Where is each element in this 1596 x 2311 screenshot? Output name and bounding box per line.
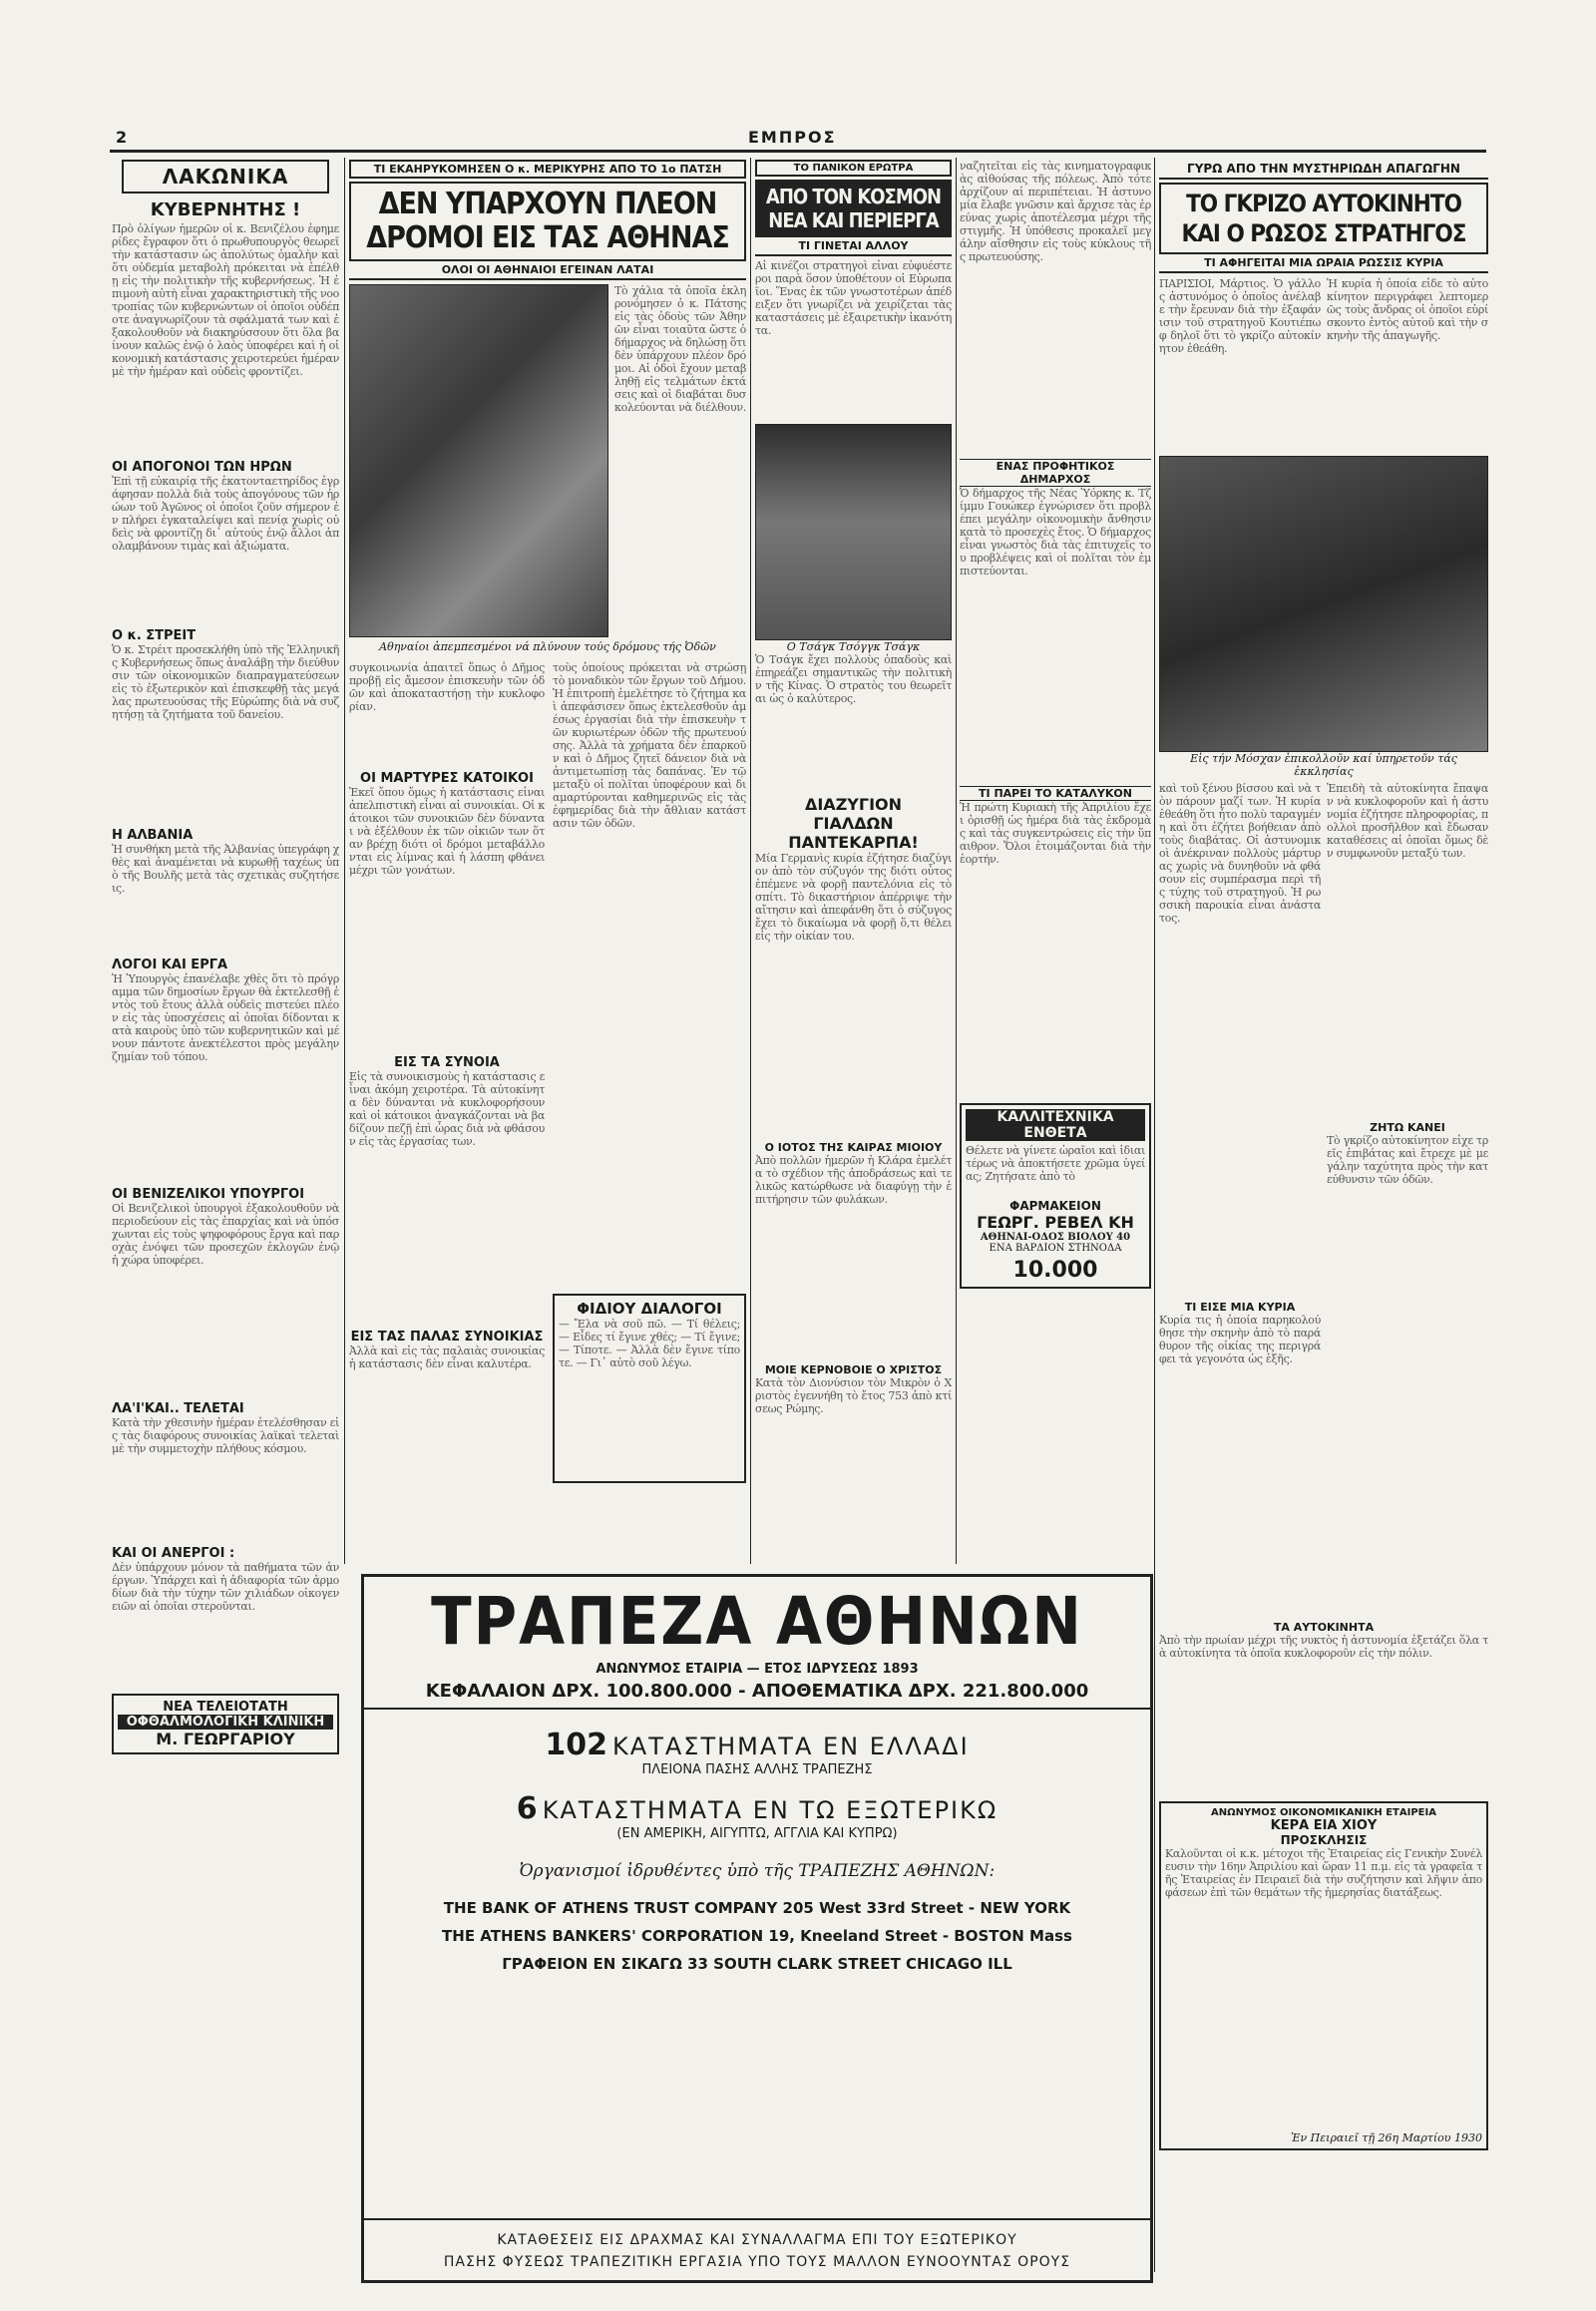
- ad-name: Μ. ΓΕΩΡΓΑΡΙΟΥ: [156, 1730, 295, 1748]
- ad-title: ΟΦΘΑΛΜΟΛΟΓΙΚΗ ΚΛΙΝΙΚΗ: [118, 1715, 333, 1730]
- amount: 10.000: [1012, 1258, 1098, 1283]
- pharmacy-address: ΑΘΗΝΑΙ-ΟΔΟΣ ΒΙΟΛΟΥ 40: [980, 1232, 1131, 1243]
- article-headline: ΜΟΙΕ ΚΕΡΝΟΒΟΙΕ Ο ΧΡΙΣΤΟΣ: [764, 1363, 943, 1376]
- column-world-news: ΤΟ ΠΑΝΙΚΟΝ ΕΡΩΤΡΑ ΑΠΟ ΤΟΝ ΚΟΣΜΟΝ ΝΕΑ ΚΑΙ ΠΕΡΙΕΡΓΑ ΤΙ ΓΙΝΕΤΑΙ ΑΛΛΟΥ Αἱ κινέζοι στρατηγοὶ εἶναι εὐφυέστεροι παρὰ ὅσον ὑποθέτουν οἱ Εὐρωπαῖοι. Ἕνας ἐκ τῶν γνωστοτέρων ἀπέδειξεν ὅτι γνωρίζει νὰ χειρίζεται τὰς καταστάσεις μὲ ἐξαιρετικὴν ἱκανότητα. Ο Τσάγκ Τσόγγκ Τσάγκ Ὁ Τσάγκ ἔχει πολλοὺς ὀπαδοὺς καὶ ἐπηρεάζει σημαντικῶς τὴν πολιτικὴν τῆς Κίνας. Ὁ στρατὸς του θεωρεῖται ὡς ὁ καλύτερος. ΔΙΑΖΥΓΙΟΝ ΓΙΑΛΔΩΝ ΠΑΝΤΕΚΑΡΠΑ! Μία Γερμανὶς κυρία ἐζήτησε διαζύγιον ἀπὸ τὸν σύζυγόν της διότι οὗτος ἐπέμενε νὰ φορῇ παντελόνια εἰς τὸ σπίτι. Τὸ δικαστήριον ἀπέρριψε τὴν αἴτησιν καὶ ἀπεφάνθη ὅτι ὁ σύζυγος ἔχει τὸ δικαίωμα νὰ φορῇ ὅ,τι θέλει εἰς τὴν οἰκίαν του. Ο ΙΟΤΟΣ ΤΗΣ ΚΑΙΡΑΣ ΜΙΟΙΟΥ Ἀπὸ πολλῶν ἡμερῶν ἡ Κλάρα ἐμελέτα τὸ σχέδιον τῆς ἀποδράσεως καὶ τελικῶς κατώρθωσε νὰ διαφύγῃ τὴν ἐπιτήρησιν τῶν φυλάκων. ΜΟΙΕ ΚΕΡΝΟΒΟΙΕ Ο ΧΡΙΣΤΟΣ Κατὰ τὸν Διονύσιον τὸν Μικρὸν ὁ Χριστὸς ἐγεννήθη τὸ ἔτος 753 ἀπὸ κτίσεως Ρώμης.: [755, 160, 952, 1566]
- article-title: ΤΟ ΓΚΡΙΖΟ ΑΥΤΟΚΙΝΗΤΟ: [1186, 190, 1461, 217]
- article-kicker: ΤΙ ΕΚΑΗΡΥΚΟΜΗΣΕΝ Ο κ. ΜΕΡΙΚΥΡΗΣ ΑΠΟ ΤΟ 1ο ΠΑΤΣΗ: [349, 160, 746, 179]
- article-headline: ΟΙ ΑΠΟΓΟΝΟΙ ΤΩΝ ΗΡΩΝ: [112, 460, 292, 475]
- article-headline: ΤΙ ΕΙΣΕ ΜΙΑ ΚΥΡΙΑ: [1184, 1301, 1296, 1314]
- greece-note: ΠΛΕΙΟΝΑ ΠΑΣΗΣ ΑΛΛΗΣ ΤΡΑΠΕΖΗΣ: [641, 1762, 873, 1777]
- article-headline: ΟΙ ΜΑΡΤΥΡΕΣ ΚΑΤΟΙΚΟΙ: [360, 771, 534, 786]
- column-divider: [956, 158, 957, 1564]
- company-call: ΠΡΟΣΚΛΗΣΙΣ: [1280, 1833, 1368, 1847]
- column-lakonika: ΛΑΚΩΝΙΚΑ ΚΥΒΕΡΝΗΤΗΣ ! Πρὸ ὁλίγων ἡμερῶν οἱ κ. Βενιζέλου ἐφημερίδες ἔγραφον ὅτι ὁ πρωθυπουργὸς θεωρεῖ τὴν κατάστασιν ὡς ἀπολύτως ὁμαλὴν καὶ ὅτι οὐδεμία μεταβολὴ πρόκειται νὰ ἐπέλθῃ εἰς τὴν πολιτικὴν τῆς κυβερνήσεως. Ἡ ἐπιμονὴ αὐτὴ εἶναι χαρακτηριστικὴ τῆς νοοτροπίας τῶν κυβερνώντων οἱ ὁποῖοι οὐδέποτε ἀναγνωρίζουν τὰ σφάλματά των καὶ ἐξακολουθοῦν νὰ διακηρύσσουν ὅτι ὅλα βαίνουν καλῶς ἐνῷ ὁ λαὸς ὑποφέρει καὶ ἡ οἰκονομικὴ κατάστασις χειροτερεύει ἡμέραν μὲ τὴν ἡμέραν καὶ οὐδεὶς φροντίζει. ΟΙ ΑΠΟΓΟΝΟΙ ΤΩΝ ΗΡΩΝ Ἐπὶ τῇ εὐκαιρίᾳ τῆς ἑκατονταετηρίδος ἐγράφησαν πολλὰ διὰ τοὺς ἀπογόνους τῶν ἡρώων τοῦ Ἀγῶνος οἱ ὁποῖοι ζοῦν σήμερον ἐν πλήρει ἐγκαταλείψει καὶ πενίᾳ χωρὶς οὐδεὶς νὰ φροντίζῃ δι᾽ αὐτούς ἐνῷ ἄλλοι ἀπολαμβάνουν τιμὰς καὶ ἀξιώματα. Ο κ. ΣΤΡΕΙΤ Ὁ κ. Στρέιτ προσεκλήθη ὑπὸ τῆς Ἑλληνικῆς Κυβερνήσεως ὅπως ἀναλάβῃ τὴν διεύθυνσιν τῶν οἰκονομικῶν διαπραγματεύσεων εἰς τὸ ἐξωτερικὸν καὶ ἐπισκεφθῇ τὰς μεγάλας πρωτευούσας τῆς Εὐρώπης διὰ νὰ συζητήσῃ τὰ ζητήματα τοῦ δανείου. Η ΑΛΒΑΝΙΑ Ἡ συνθήκη μετὰ τῆς Ἀλβανίας ὑπεγράφη χθὲς καὶ ἀναμένεται νὰ κυρωθῇ ταχέως ὑπὸ τῆς Βουλῆς μετὰ τὰς σχετικὰς συζητήσεις. ΛΟΓΟΙ ΚΑΙ ΕΡΓΑ Ἡ Ὑπουργὸς ἐπανέλαβε χθὲς ὅτι τὸ πρόγραμμα τῶν δημοσίων ἔργων θὰ ἐκτελεσθῇ ἐντὸς τοῦ ἔτους ἀλλὰ οὐδεὶς πιστεύει πλέον εἰς τὰς ὑποσχέσεις αἱ ὁποῖαι δίδονται κατὰ καιροὺς ὑπὸ τῶν κυβερνητικῶν καὶ μένουν πάντοτε ἀνεκτέλεστοι πρὸς μεγάλην ζημίαν τοῦ τόπου. ΟΙ ΒΕΝΙΖΕΛΙΚΟΙ ΥΠΟΥΡΓΟΙ Οἱ Βενιζελικοὶ ὑπουργοὶ ἐξακολουθοῦν νὰ περιοδεύουν εἰς τὰς ἐπαρχίας καὶ νὰ ὑπόσχωνται εἰς τοὺς ψηφοφόρους ἔργα καὶ παροχὰς ἐνόψει τῶν προσεχῶν ἐκλογῶν ἐνῷ ἡ χώρα ὑποφέρει. ΛΑ'Ι'ΚΑΙ.. ΤΕΛΕΤΑΙ Κατὰ τὴν χθεσινὴν ἡμέραν ἐτελέσθησαν εἰς τὰς διαφόρους συνοικίας λαϊκαὶ τελεταὶ μὲ τὴν συμμετοχὴν πλήθους κόσμου. ΚΑΙ ΟΙ ΑΝΕΡΓΟΙ : Δὲν ὑπάρχουν μόνον τὰ παθήματα τῶν ἀνέργων. Ὑπάρχει καὶ ἡ ἀδιαφορία τῶν ἀρμοδίων διὰ τὴν τύχην τῶν χιλιάδων οἰκογενειῶν αἱ ὁποῖαι στεροῦνται. ΝΕΑ ΤΕΛΕΙΟΤΑΤΗ ΟΦΘΑΛΜΟΛΟΓΙΚΗ ΚΛΙΝΙΚΗ Μ. ΓΕΩΡΓΑΡΙΟΥ: [112, 160, 339, 2274]
- article-title: ΝΕΑ ΚΑΙ ΠΕΡΙΕΡΓΑ: [768, 208, 939, 232]
- article-headline: ΚΑΙ ΟΙ ΑΝΕΡΓΟΙ :: [112, 1546, 235, 1561]
- section-title: ΛΑΚΩΝΙΚΑ: [122, 160, 329, 193]
- article-headline: ΖΗΤΩ ΚΑΝΕΙ: [1370, 1121, 1445, 1134]
- bank-organized: Ὀργανισμοί ἰδρυθέντες ὑπὸ τῆς ΤΡΑΠΕΖΗΣ ΑΘΗΝΩΝ:: [519, 1861, 996, 1881]
- article-title: ΑΠΟ ΤΟΝ ΚΟΣΜΟΝ: [765, 185, 942, 208]
- column-mayor: ναζητεῖται εἰς τὰς κινηματογραφικὰς αἰθούσας τῆς πόλεως. Ἀπὸ τότε ἀρχίζουν αἱ περιπέτειαι. Ἡ ἀστυνομία ἔλαβε γνῶσιν καὶ ἄρχισε τὰς ἐρεύνας χωρὶς ἀποτέλεσμα μέχρι τῆς στιγμῆς. Ἡ ὑπόθεσις προκαλεῖ μεγάλην αἴσθησιν εἰς τοὺς κύκλους τῆς πρωτευούσης. ΕΝΑΣ ΠΡΟΦΗΤΙΚΟΣ ΔΗΜΑΡΧΟΣ Ὁ δήμαρχος τῆς Νέας Ὑόρκης κ. Τζίμμυ Γουώκερ ἐγνώρισεν ὅτι προβλέπει μεγάλην οἰκονομικὴν ἄνθησιν κατὰ τὸ προσεχὲς ἔτος. Ὁ δήμαρχος εἶναι γνωστὸς διὰ τὰς ἐπιτυχεῖς του προβλέψεις καὶ οἱ πολῖται τὸν ἐμπιστεύονται. ΤΙ ΠΑΡΕΙ ΤΟ ΚΑΤΑΛΥΚΟΝ Ἡ πρώτη Κυριακὴ τῆς Ἀπριλίου ἔχει ὁρισθῇ ὡς ἡμέρα διὰ τὰς ἐκδρομὰς καὶ τὰς συγκεντρώσεις εἰς τὴν ὕπαιθρον. Ὅλοι ἑτοιμάζονται διὰ τὴν ἑορτήν. ΚΑΛΛΙΤΕΧΝΙΚΑ ΕΝΘΕΤΑ Θέλετε νὰ γίνετε ὡραῖοι καὶ ἰδιαιτέρως νὰ ἀποκτήσετε χρῶμα ὑγείας; Ζητήσατε ἀπὸ τὸ ΦΑΡΜΑΚΕΙΟΝ ΓΕΩΡΓ. ΡΕΒΕΛ ΚΗ ΑΘΗΝΑΙ-ΟΔΟΣ ΒΙΟΛΟΥ 40 ΕΝΑ ΒΑΡΔΙΟΝ ΣΤΗΝΟΔΑ 10.000: [960, 160, 1151, 1566]
- article-headline: Ο ΙΟΤΟΣ ΤΗΣ ΚΑΙΡΑΣ ΜΙΟΙΟΥ: [764, 1141, 943, 1154]
- article-headline: Η ΑΛΒΑΝΙΑ: [112, 828, 194, 843]
- article-deck: ΤΙ ΓΙΝΕΤΑΙ ΑΛΛΟΥ: [755, 237, 952, 256]
- article-headline: Ο κ. ΣΤΡΕΙΤ: [112, 628, 197, 643]
- article-deck: ΤΙ ΑΦΗΓΕΙΤΑΙ ΜΙΑ ΩΡΑΙΑ ΡΩΣΣΙΣ ΚΥΡΙΑ: [1159, 254, 1488, 273]
- article-headline: ΚΥΒΕΡΝΗΤΗΣ !: [150, 199, 301, 220]
- article-kicker: ΓΥΡΩ ΑΠΟ ΤΗΝ ΜΥΣΤΗΡΙΩΔΗ ΑΠΑΓΩΓΗΝ: [1159, 160, 1488, 180]
- greece-branches: ΚΑΤΑΣΤΗΜΑΤΑ ΕΝ ΕΛΛΑΔΙ: [612, 1733, 970, 1760]
- pharmacy-name: ΓΕΩΡΓ. ΡΕΒΕΛ ΚΗ: [977, 1213, 1134, 1232]
- headline-box: [349, 182, 746, 261]
- abroad-note: (ΕΝ ΑΜΕΡΙΚΗ, ΑΙΓΥΠΤΩ, ΑΓΓΛΙΑ ΚΑΙ ΚΥΠΡΩ): [616, 1826, 898, 1841]
- ad-title: ΝΕΑ ΤΕΛΕΙΟΤΑΤΗ: [163, 1700, 288, 1715]
- photo-caption: Αθηναίοι ἀπεμπεσμένοι νά πλύνουν τούς δρόμους τής Ὀδῶν: [379, 640, 716, 653]
- bank-line-boston: THE ATHENS BANKERS' CORPORATION 19, Kneeland Street - BOSTON Mass: [442, 1927, 1072, 1945]
- abroad-branches: ΚΑΤΑΣΤΗΜΑΤΑ ΕΝ ΤΩ ΕΞΩΤΕΡΙΚΩ: [542, 1796, 998, 1824]
- bank-line-chicago: ΓΡΑΦΕΙΟΝ ΕΝ ΣΙΚΑΓΩ 33 SOUTH CLARK STREET CHICAGO ILL: [502, 1955, 1012, 1973]
- abroad-branch-count: 6: [516, 1791, 538, 1826]
- box-title: ΦΙΔΙΟΥ ΔΙΑΛΟΓΟΙ: [577, 1300, 722, 1318]
- page-header: [110, 128, 1486, 150]
- article-headline: ΕΙΣ ΤΑ ΣΥΝΟΙΑ: [394, 1055, 500, 1070]
- column-divider: [750, 158, 751, 1564]
- article-headline: ΓΙΑΛΔΩΝ ΠΑΝΤΕΚΑΡΠΑ!: [788, 814, 919, 852]
- headline-box: [1159, 183, 1488, 254]
- article-headline: ΤΑ ΑΥΤΟΚΙΝΗΤΑ: [1273, 1621, 1375, 1634]
- portrait-photo: [755, 424, 952, 640]
- article-headline: ΛΟΓΟΙ ΚΑΙ ΕΡΓΑ: [112, 958, 228, 972]
- moscow-photo: [1159, 456, 1488, 752]
- article-headline: ΕΝΑΣ ΠΡΟΦΗΤΙΚΟΣ ΔΗΜΑΡΧΟΣ: [960, 459, 1151, 487]
- column-athens-roads: ΤΙ ΕΚΑΗΡΥΚΟΜΗΣΕΝ Ο κ. ΜΕΡΙΚΥΡΗΣ ΑΠΟ ΤΟ 1ο ΠΑΤΣΗ ΔΕΝ ΥΠΑΡΧΟΥΝ ΠΛΕΟΝ ΔΡΟΜΟΙ ΕΙΣ ΤΑΣ ΑΘΗΝΑΣ ΟΛΟΙ ΟΙ ΑΘΗΝΑΙΟΙ ΕΓΕΙΝΑΝ ΛΑΤΑΙ Τὸ χάλια τὰ ὁποῖα ἐκληρονόμησεν ὁ κ. Πάτσης εἰς τὰς ὁδοὺς τῶν Ἀθηνῶν εἶναι τοιαῦτα ὥστε ὁ δήμαρχος νὰ δηλώσῃ ὅτι δὲν ὑπάρχουν πλέον δρόμοι. Αἱ ὁδοὶ ἔχουν μεταβληθῇ εἰς τελμάτων ἐκτάσεις καὶ οἱ διαβάται δυσκολεύονται νὰ διέλθουν. Αθηναίοι ἀπεμπεσμένοι νά πλύνουν τούς δρόμους τής Ὀδῶν συγκοινωνία ἀπαιτεῖ ὅπως ὁ Δῆμος προβῇ εἰς ἄμεσον ἐπισκευὴν τῶν ὁδῶν καὶ ἀποκαταστήσῃ τὴν κυκλοφορίαν. ΟΙ ΜΑΡΤΥΡΕΣ ΚΑΤΟΙΚΟΙ Ἐκεῖ ὅπου ὅμως ἡ κατάστασις εἶναι ἀπελπιστικὴ εἶναι αἱ συνοικίαι. Οἱ κάτοικοι τῶν συνοικιῶν δὲν δύνανται νὰ ἐξέλθουν ἐκ τῶν οἰκιῶν των ὅταν βρέχῃ διότι οἱ δρόμοι μεταβάλλονται εἰς λίμνας καὶ ἡ λάσπη φθάνει μέχρι τῶν γονάτων. ΕΙΣ ΤΑ ΣΥΝΟΙΑ Εἰς τὰ συνοικισμοὺς ἡ κατάστασις εἶναι ἀκόμη χειροτέρα. Τὰ αὐτοκίνητα δὲν δύνανται νὰ κυκλοφορήσουν καὶ οἱ κάτοικοι ἀναγκάζονται νὰ βαδίζουν πεζῇ ἐπὶ ὧρας διὰ νὰ φθάσουν εἰς τὰς ἐργασίας των. ΕΙΣ ΤΑΣ ΠΑΛΑΣ ΣΥΝΟΙΚΙΑΣ Ἀλλὰ καὶ εἰς τὰς παλαιὰς συνοικίας ἡ κατάστασις δὲν εἶναι καλυτέρα. τοὺς ὁποίους πρόκειται νὰ στρώσῃ τὸ μοναδικὸν τῶν ἔργων τοῦ Δήμου. Ἡ ἐπιτροπὴ ἐμελέτησε τὸ ζήτημα καὶ ἀπεφάσισεν ὅπως ἐκτελεσθοῦν ἀμέσως ἐργασίαι διὰ τὴν ἐπισκευὴν τῶν κυριωτέρων ὁδῶν τῆς πρωτευούσης. Ἀλλὰ τὰ χρήματα δὲν ἐπαρκοῦν καὶ ὁ Δῆμος ζητεῖ δάνειον διὰ νὰ ἀντιμετωπίσῃ τὰς δαπάνας. Ἐν τῷ μεταξὺ οἱ πολῖται ὑποφέρουν καὶ διαμαρτύρονται καθημερινῶς εἰς τὰς ἐφημερίδας διὰ τὴν ἄθλιαν κατάστασιν τῶν ὁδῶν. ΦΙΔΙΟΥ ΔΙΑΛΟΓΟΙ — Ἔλα νὰ σοῦ πῶ. — Τί θέλεις; — Εἶδες τί ἔγινε χθές; — Τί ἔγινε; — Τίποτε. — Ἀλλὰ δὲν ἔγινε τίποτε. — Γι᾽ αὐτὸ σοῦ λέγω.: [349, 160, 746, 1566]
- column-grey-car: ΓΥΡΩ ΑΠΟ ΤΗΝ ΜΥΣΤΗΡΙΩΔΗ ΑΠΑΓΩΓΗΝ ΤΟ ΓΚΡΙΖΟ ΑΥΤΟΚΙΝΗΤΟ ΚΑΙ Ο ΡΩΣΟΣ ΣΤΡΑΤΗΓΟΣ ΤΙ ΑΦΗΓΕΙΤΑΙ ΜΙΑ ΩΡΑΙΑ ΡΩΣΣΙΣ ΚΥΡΙΑ ΠΑΡΙΣΙΟΙ, Μάρτιος. Ὁ γάλλος ἀστυνόμος ὁ ὁποῖος ἀνέλαβε τὴν ἔρευναν διὰ τὴν ἐξαφάνισιν τοῦ στρατηγοῦ Κουτιέπωφ δηλοῖ ὅτι τὸ γκρίζο αὐτοκίνητον ἐθεάθη. Ἡ κυρία ἡ ὁποία εἶδε τὸ αὐτοκίνητον περιγράφει λεπτομερῶς τοὺς ἄνδρας οἱ ὁποῖοι εὑρίσκοντο ἐντὸς αὐτοῦ καὶ τὴν σκηνὴν τῆς ἀπαγωγῆς. Εἰς τήν Μόσχαν ἐπικολλοῦν καί ὑπηρετοῦν τάς ἐκκλησίας καὶ τοῦ ξένου βίσσου καὶ νὰ τὸν πάρουν μαζί των. Ἡ κυρία ἐθεάθη ὅτι ἦτο πολὺ ταραγμένη καὶ ὅτι ἐζήτει βοήθειαν ἀπὸ τοὺς διαβάτας. Οἱ ἀστυνομικοὶ ἀνέκριναν πολλοὺς μάρτυρας χωρὶς νὰ δυνηθοῦν νὰ φθάσουν εἰς συμπέρασμα περὶ τῆς τύχης τοῦ στρατηγοῦ. Ἡ ρωσσικὴ παροικία εἶναι ἀνάστατος. ΤΙ ΕΙΣΕ ΜΙΑ ΚΥΡΙΑ Κυρία τις ἡ ὁποία παρηκολούθησε τὴν σκηνὴν ἀπὸ τὸ παράθυρον τῆς οἰκίας της περιγράφει τὰ γεγονότα ὡς ἑξῆς. Ἐπειδὴ τὰ αὐτοκίνητα ἔπαψαν νὰ κυκλοφοροῦν καὶ ἡ ἀστυνομία ἐζήτησε πληροφορίας, πολλοὶ προσῆλθον καὶ ἔδωσαν καταθέσεις αἱ ὁποῖαι ὅμως δὲν συμφωνοῦν μεταξύ των. ΖΗΤΩ ΚΑΝΕΙ Τὸ γκρίζο αὐτοκίνητον εἶχε τρεῖς ἐπιβάτας καὶ ἔτρεχε μὲ μεγάλην ταχύτητα πρὸς τὴν κατεύθυνσιν τῶν ὁδῶν. ΤΑ ΑΥΤΟΚΙΝΗΤΑ Ἀπὸ τὴν πρωίαν μέχρι τῆς νυκτὸς ἡ ἀστυνομία ἐξετάζει ὅλα τὰ αὐτοκίνητα τὰ ὁποῖα κυκλοφοροῦν εἰς τὴν πόλιν. ΑΝΩΝΥΜΟΣ ΟΙΚΟΝΟΜΙΚΑΝΙΚΗ ΕΤΑΙΡΕΙΑ ΚΕΡΑ ΕΙΑ ΧΙΟΥ ΠΡΟΣΚΛΗΣΙΣ Καλοῦνται οἱ κ.κ. μέτοχοι τῆς Ἑταιρείας εἰς Γενικὴν Συνέλευσιν τὴν 16ην Ἀπριλίου καὶ ὥραν 11 π.μ. εἰς τὰ γραφεῖα τῆς Ἑταιρείας ἐν Πειραιεῖ διὰ τὴν συζήτησιν καὶ λῆψιν ἀποφάσεων ἐπὶ τῶν θεμάτων τῆς ἡμερησίας διατάξεως. Ἐν Πειραιεῖ τῇ 26η Μαρτίου 1930: [1159, 160, 1488, 2274]
- bank-title: ΤΡΑΠΕΖΑ ΑΘΗΝΩΝ: [431, 1583, 1083, 1660]
- article-kicker: ΤΟ ΠΑΝΙΚΟΝ ΕΡΩΤΡΑ: [755, 160, 952, 177]
- pharmacy-line: ΕΝΑ ΒΑΡΔΙΟΝ ΣΤΗΝΟΔΑ: [989, 1243, 1122, 1254]
- bank-subtitle: ΑΝΩΝΥΜΟΣ ΕΤΑΙΡΙΑ — ΕΤΟΣ ΙΔΡΥΣΕΩΣ 1893: [596, 1662, 919, 1677]
- ad-clinic: [112, 1694, 339, 1754]
- column-divider: [1154, 158, 1155, 2272]
- article-title: ΔΕΝ ΥΠΑΡΧΟΥΝ ΠΛΕΟΝ: [378, 187, 717, 221]
- masthead: ΕΜΠΡΟΣ: [748, 128, 837, 147]
- notice-company: ΑΝΩΝΥΜΟΣ ΟΙΚΟΝΟΜΙΚΑΝΙΚΗ ΕΤΑΙΡΕΙΑ ΚΕΡΑ ΕΙΑ ΧΙΟΥ ΠΡΟΣΚΛΗΣΙΣ Καλοῦνται οἱ κ.κ. μέτοχοι τῆς Ἑταιρείας εἰς Γενικὴν Συνέλευσιν τὴν 16ην Ἀπριλίου καὶ ὥραν 11 π.μ. εἰς τὰ γραφεῖα τῆς Ἑταιρείας ἐν Πειραιεῖ διὰ τὴν συζήτησιν καὶ λῆψιν ἀποφάσεων ἐπὶ τῶν θεμάτων τῆς ἡμερησίας διατάξεως. Ἐν Πειραιεῖ τῇ 26η Μαρτίου 1930: [1159, 1801, 1488, 2150]
- bank-footer: ΚΑΤΑΘΕΣΕΙΣ ΕΙΣ ΔΡΑΧΜΑΣ ΚΑΙ ΣΥΝΑΛΛΑΓΜΑ ΕΠΙ ΤΟΥ ΕΞΩΤΕΡΙΚΟΥ: [497, 2232, 1017, 2248]
- bank-advertisement: [361, 1574, 1153, 2283]
- company-sub: ΚΕΡΑ ΕΙΑ ΧΙΟΥ: [1270, 1818, 1378, 1833]
- photo-caption: Εἰς τήν Μόσχαν ἐπικολλοῦν καί ὑπηρετοῦν τάς ἐκκλησίας: [1190, 752, 1457, 778]
- article-headline: ΔΙΑΖΥΓΙΟΝ: [804, 795, 903, 814]
- street-photo: [349, 284, 608, 637]
- page-number: 2: [116, 128, 128, 147]
- bank-capital: ΚΕΦΑΛΑΙΟΝ ΔΡΧ. 100.800.000 - ΑΠΟΘΕΜΑΤΙΚΑ ΔΡΧ. 221.800.000: [364, 1681, 1150, 1710]
- article-headline: ΟΙ ΒΕΝΙΖΕΛΙΚΟΙ ΥΠΟΥΡΓΟΙ: [112, 1187, 305, 1202]
- pharmacy-label: ΦΑΡΜΑΚΕΙΟΝ: [1009, 1199, 1101, 1213]
- article-title: ΚΑΙ Ο ΡΩΣΟΣ ΣΤΡΑΤΗΓΟΣ: [1181, 219, 1466, 247]
- article-title: ΔΡΟΜΟΙ ΕΙΣ ΤΑΣ ΑΘΗΝΑΣ: [366, 220, 729, 255]
- greece-branch-count: 102: [545, 1728, 607, 1762]
- article-headline: ΕΙΣ ΤΑΣ ΠΑΛΑΣ ΣΥΝΟΙΚΙΑΣ: [350, 1330, 544, 1345]
- ad-pharmacy: ΚΑΛΛΙΤΕΧΝΙΚΑ ΕΝΘΕΤΑ Θέλετε νὰ γίνετε ὡραῖοι καὶ ἰδιαιτέρως νὰ ἀποκτήσετε χρῶμα ὑγείας; Ζητήσατε ἀπὸ τὸ ΦΑΡΜΑΚΕΙΟΝ ΓΕΩΡΓ. ΡΕΒΕΛ ΚΗ ΑΘΗΝΑΙ-ΟΔΟΣ ΒΙΟΛΟΥ 40 ΕΝΑ ΒΑΡΔΙΟΝ ΣΤΗΝΟΔΑ 10.000: [960, 1103, 1151, 1289]
- headline-box: [755, 180, 952, 237]
- dialogues-box: ΦΙΔΙΟΥ ΔΙΑΛΟΓΟΙ — Ἔλα νὰ σοῦ πῶ. — Τί θέλεις; — Εἶδες τί ἔγινε χθές; — Τί ἔγινε; — Τίποτε. — Ἀλλὰ δὲν ἔγινε τίποτε. — Γι᾽ αὐτὸ σοῦ λέγω.: [553, 1294, 746, 1483]
- date-line: Ἐν Πειραιεῖ τῇ 26η Μαρτίου 1930: [1291, 2131, 1482, 2144]
- article-headline: ΤΙ ΠΑΡΕΙ ΤΟ ΚΑΤΑΛΥΚΟΝ: [960, 786, 1151, 801]
- article-deck: ΟΛΟΙ ΟΙ ΑΘΗΝΑΙΟΙ ΕΓΕΙΝΑΝ ΛΑΤΑΙ: [349, 261, 746, 280]
- ad-title: ΚΑΛΛΙΤΕΧΝΙΚΑ ΕΝΘΕΤΑ: [966, 1109, 1145, 1141]
- header-rule: [110, 150, 1486, 153]
- column-divider: [344, 158, 345, 1564]
- photo-caption: Ο Τσάγκ Τσόγγκ Τσάγκ: [786, 640, 921, 653]
- bank-line-newyork: THE BANK OF ATHENS TRUST COMPANY 205 West 33rd Street - NEW YORK: [443, 1899, 1071, 1917]
- bank-footer: ΠΑΣΗΣ ΦΥΣΕΩΣ ΤΡΑΠΕΖΙΤΙΚΗ ΕΡΓΑΣΙΑ ΥΠΟ ΤΟΥΣ ΜΑΛΛΟΝ ΕΥΝΟΟΥΝΤΑΣ ΟΡΟΥΣ: [443, 2254, 1071, 2270]
- company-title: ΑΝΩΝΥΜΟΣ ΟΙΚΟΝΟΜΙΚΑΝΙΚΗ ΕΤΑΙΡΕΙΑ: [1211, 1807, 1436, 1818]
- article-headline: ΛΑ'Ι'ΚΑΙ.. ΤΕΛΕΤΑΙ: [112, 1401, 244, 1416]
